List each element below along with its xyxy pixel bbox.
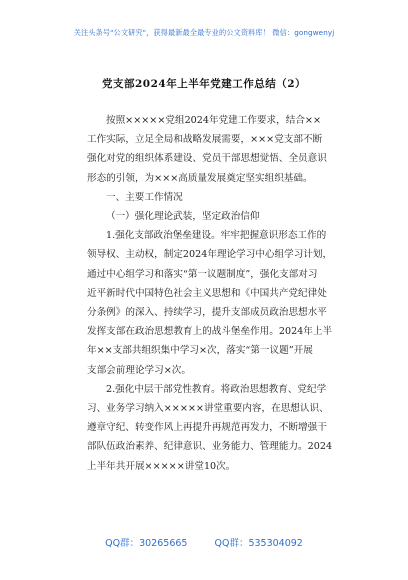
item1-line: 领导权、主动权，制定2024年理论学习中心组学习计划， (87, 249, 333, 261)
footer (0, 535, 408, 549)
item1-paragraph (87, 226, 347, 380)
section-heading: 一、主要工作情况 (106, 191, 183, 203)
intro-paragraph (87, 111, 347, 188)
document-title: 党支部2024年上半年党建工作总结（2） (101, 78, 307, 90)
intro-line: 工作实际，立足全局和战略发展需要，×××党支部不断 (87, 134, 323, 146)
footer-qq-group-2: QQ群：535304092 (214, 538, 303, 549)
item1-line: 分条例》的深入、持续学习，提升支部成员政治思想水平 (87, 307, 327, 319)
item2-line: 部队伍政治素养、纪律意识、业务能力、管理能力。2024 (87, 441, 333, 453)
item2-paragraph (87, 380, 347, 476)
document-body (87, 111, 347, 476)
item2-line: 习、业务学习纳入×××××讲堂重要内容，在思想认识、 (87, 403, 329, 415)
item1-line: 近平新时代中国特色社会主义思想和《中国共产党纪律处 (87, 287, 327, 299)
intro-line: 按照×××××党组2024年党建工作要求，结合×× (106, 115, 321, 126)
subsection-heading: （一）强化理论武装，坚定政治信仰 (106, 211, 260, 223)
intro-line: 强化对党的组织体系建设、党员干部思想觉悟、全员意识 (87, 153, 327, 165)
item1-line: 支部会前理论学习×次。 (87, 364, 191, 376)
item1-line: 1.强化支部政治堡垒建设。牢牢把握意识形态工作的 (106, 230, 327, 242)
item2-line: 上半年共开展×××××讲堂10次。 (87, 460, 236, 472)
footer-qq-group: QQ群：30265665 (105, 538, 188, 549)
item2-line: 2.强化中层干部党性教育。将政治思想教育、党纪学 (106, 383, 327, 395)
item1-line: 通过中心组学习和落实“第一议题制度”，强化支部对习 (87, 268, 318, 280)
item1-line: 发挥支部在政治思想教育上的战斗堡垒作用。2024年上半 (87, 326, 333, 338)
header-banner: 关注头条号"公文研究"，获得最新最全最专业的公文资料库！ 微信：gongwenyj (73, 28, 335, 37)
intro-line: 形态的引领，为×××高质量发展奠定坚实组织基础。 (87, 172, 313, 184)
item2-line: 遵章守纪、转变作风上再提升再规范再发力，不断增强干 (87, 422, 327, 434)
item1-line: 年××支部共组织集中学习×次，落实“第一议题”开展 (87, 345, 313, 357)
